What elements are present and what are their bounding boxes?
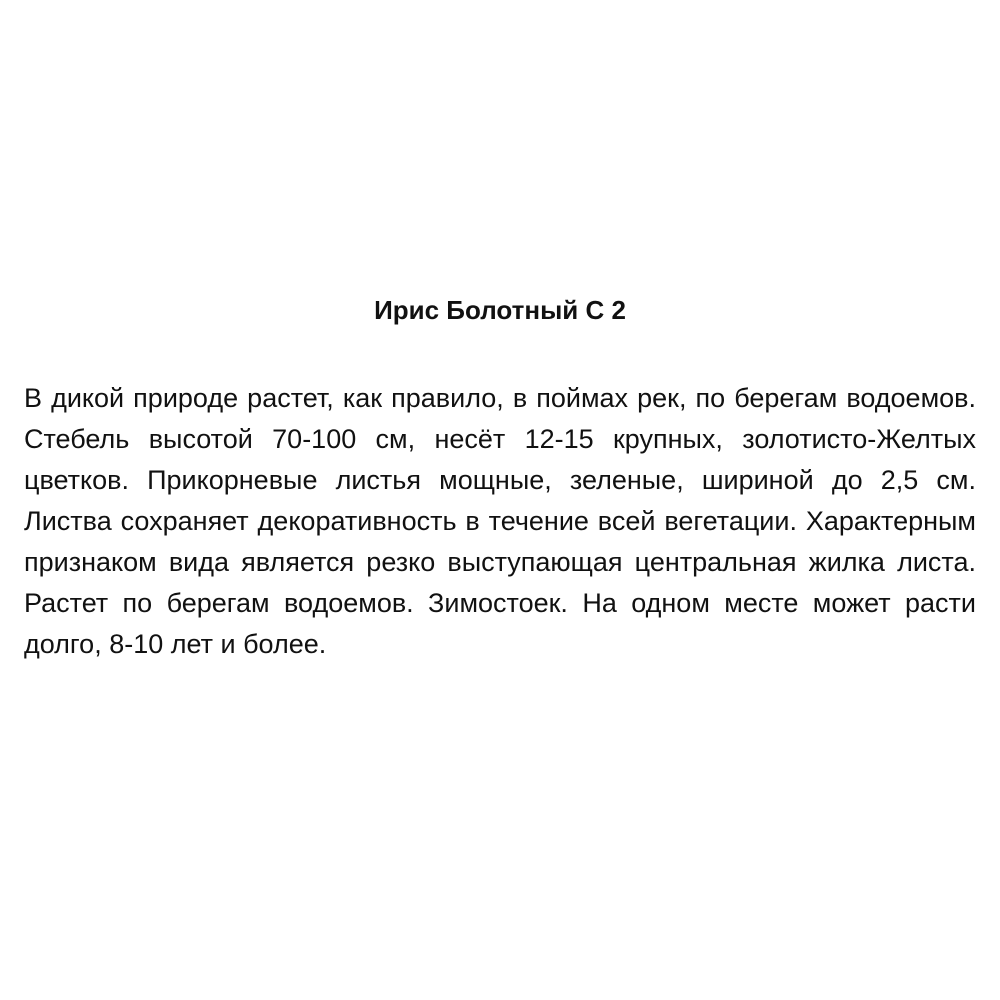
document-title: Ирис Болотный С 2 [374,295,626,325]
document-description: В дикой природе растет, как правило, в поймах рек, по берегам водоемов. Стебель высотой 70-100 см, несёт 12-15 крупных, золотисто-Желтых цветков. Прикорневые листья мощные, зеленые, шириной до 2,5 см. Листва сохраняет декоративность в течение всей вегетации. Характерным признаком вида является резко выступающая центральная жилка листа. Растет по берегам водоемов. Зимостоек. На одном месте может расти долго, 8-10 лет и более. [24,383,976,659]
